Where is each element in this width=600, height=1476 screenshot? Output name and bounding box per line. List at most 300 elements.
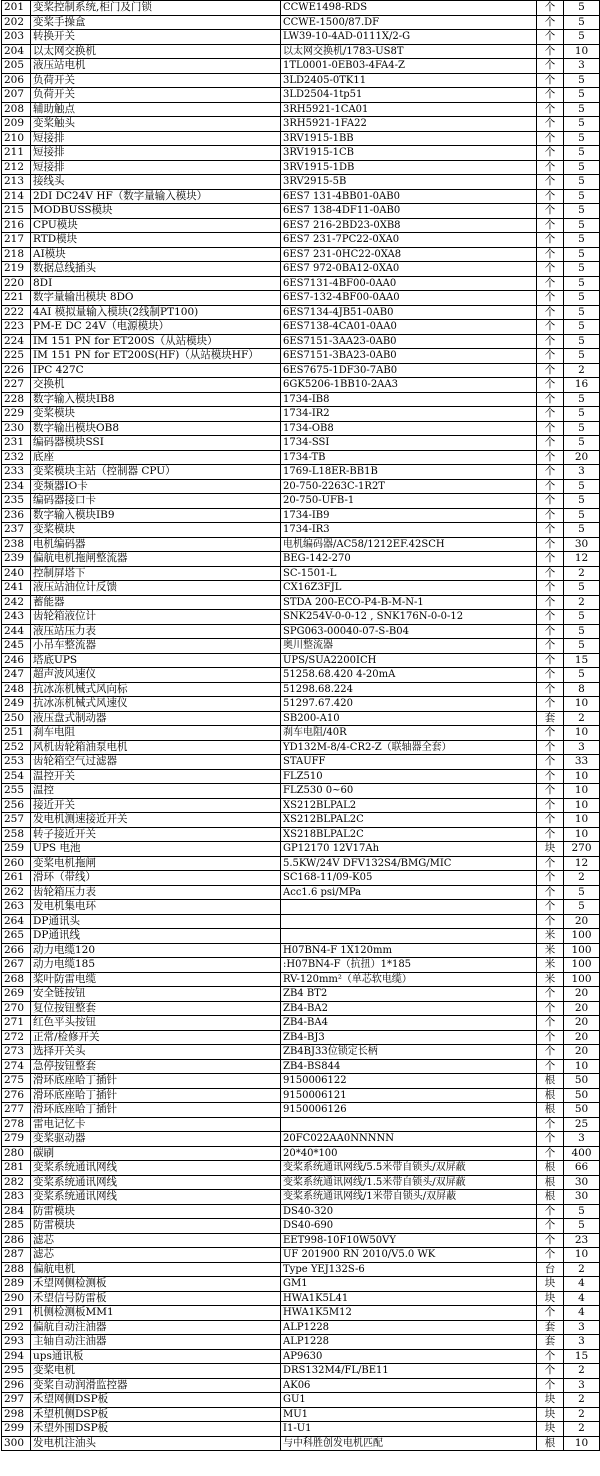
row-number: 215: [2, 204, 31, 219]
item-model: 6ES7-132-4BF00-0AA0: [281, 291, 537, 306]
item-model: RV-120mm²（单芯软电缆）: [281, 972, 537, 987]
item-name: 偏航电机: [31, 1262, 281, 1277]
item-unit: 根: [537, 1190, 564, 1205]
table-row: [2, 523, 600, 538]
item-model: 1734-IB8: [281, 392, 537, 407]
row-number: 274: [2, 1059, 31, 1074]
item-model: STAUFF: [281, 755, 537, 770]
item-unit: 个: [537, 1045, 564, 1060]
table-row: [2, 697, 600, 712]
item-name: IM 151 PN for ET200S(HF)（从站模块HF）: [31, 349, 281, 364]
table-row: [2, 755, 600, 770]
item-model: ZB4-BA4: [281, 1016, 537, 1031]
table-row: [2, 1204, 600, 1219]
item-name: 负荷开关: [31, 73, 281, 88]
row-number: 257: [2, 813, 31, 828]
table-row: [2, 1074, 600, 1089]
table-row: [2, 798, 600, 813]
item-quantity: 5: [564, 15, 600, 30]
row-number: 283: [2, 1190, 31, 1205]
item-name: 抗冰冻机械式风速仪: [31, 697, 281, 712]
row-number: 275: [2, 1074, 31, 1089]
item-name: 滤芯: [31, 1248, 281, 1263]
item-unit: 个: [537, 1204, 564, 1219]
item-unit: 个: [537, 1349, 564, 1364]
item-quantity: 2: [564, 871, 600, 886]
item-model: 1734-OB8: [281, 421, 537, 436]
item-quantity: 10: [564, 798, 600, 813]
item-unit: 个: [537, 479, 564, 494]
item-model: 6ES7134-4JB51-0AB0: [281, 305, 537, 320]
item-unit: 个: [537, 755, 564, 770]
item-quantity: 2: [564, 363, 600, 378]
item-unit: 个: [537, 856, 564, 871]
item-name: 2DI DC24V HF（数字量输入模块）: [31, 189, 281, 204]
item-name: PM-E DC 24V（电源模块）: [31, 320, 281, 335]
item-unit: 个: [537, 15, 564, 30]
item-quantity: 5: [564, 1, 600, 16]
table-row: [2, 972, 600, 987]
item-quantity: 10: [564, 697, 600, 712]
item-model: LW39-10-4AD-0111X/2-G: [281, 30, 537, 45]
item-quantity: 20: [564, 450, 600, 465]
item-name: 变桨驱动器: [31, 1132, 281, 1147]
table-row: [2, 1175, 600, 1190]
item-unit: 个: [537, 682, 564, 697]
item-unit: 块: [537, 1422, 564, 1437]
item-quantity: 2: [564, 1422, 600, 1437]
item-quantity: 100: [564, 972, 600, 987]
item-name: 数字输入模块IB9: [31, 508, 281, 523]
item-model: FLZ510: [281, 769, 537, 784]
item-model: 3LD2504-1tp51: [281, 88, 537, 103]
item-unit: 个: [537, 1219, 564, 1234]
table-row: [2, 1088, 600, 1103]
item-unit: 个: [537, 465, 564, 480]
item-model: H07BN4-F 1X120mm: [281, 943, 537, 958]
table-row: [2, 871, 600, 886]
item-name: 交换机: [31, 378, 281, 393]
parts-table: [1, 0, 600, 1451]
item-name: 滑环底座哈丁插针: [31, 1088, 281, 1103]
item-model: GU1: [281, 1393, 537, 1408]
item-unit: 个: [537, 914, 564, 929]
table-row: [2, 247, 600, 262]
item-unit: 根: [537, 1088, 564, 1103]
table-row: [2, 1001, 600, 1016]
table-row: [2, 711, 600, 726]
item-model: Acc1.6 psi/MPa: [281, 885, 537, 900]
item-name: 编码器模块SSI: [31, 436, 281, 451]
item-model: GM1: [281, 1277, 537, 1292]
table-row: [2, 1407, 600, 1422]
item-unit: 根: [537, 1103, 564, 1118]
item-name: 发电机测速接近开关: [31, 813, 281, 828]
table-row: [2, 1132, 600, 1147]
item-unit: 套: [537, 1320, 564, 1335]
row-number: 238: [2, 537, 31, 552]
item-model: 1734-TB: [281, 450, 537, 465]
item-quantity: 270: [564, 842, 600, 857]
item-model: 9150006122: [281, 1074, 537, 1089]
item-model: XS212BLPAL2C: [281, 813, 537, 828]
table-row: [2, 1059, 600, 1074]
table-row: [2, 929, 600, 944]
item-unit: 个: [537, 131, 564, 146]
table-row: [2, 1103, 600, 1118]
item-quantity: 10: [564, 813, 600, 828]
table-row: [2, 827, 600, 842]
table-row: [2, 508, 600, 523]
item-model: CCWE-1500/87.DF: [281, 15, 537, 30]
item-unit: 个: [537, 1306, 564, 1321]
table-row: [2, 102, 600, 117]
table-row: [2, 624, 600, 639]
table-row: [2, 1335, 600, 1350]
table-row: [2, 639, 600, 654]
row-number: 279: [2, 1132, 31, 1147]
item-model: ZB4BJ33位锁定长柄: [281, 1045, 537, 1060]
row-number: 251: [2, 726, 31, 741]
item-model: CX16Z3FJL: [281, 581, 537, 596]
item-model: 3RH5921-1CA01: [281, 102, 537, 117]
item-model: BEG-142-270: [281, 552, 537, 567]
item-unit: 个: [537, 494, 564, 509]
item-name: 数字输入模块IB8: [31, 392, 281, 407]
item-quantity: 5: [564, 494, 600, 509]
item-unit: 个: [537, 392, 564, 407]
item-quantity: 5: [564, 146, 600, 161]
row-number: 243: [2, 610, 31, 625]
item-quantity: 5: [564, 610, 600, 625]
item-quantity: 5: [564, 349, 600, 364]
table-row: [2, 885, 600, 900]
item-quantity: 5: [564, 1204, 600, 1219]
item-unit: 米: [537, 972, 564, 987]
item-quantity: 2: [564, 1364, 600, 1379]
item-model: 20FC022AA0NNNNN: [281, 1132, 537, 1147]
item-name: 变桨系统通讯网线: [31, 1190, 281, 1205]
item-model: 51298.68.224: [281, 682, 537, 697]
item-name: 禾望网侧检测板: [31, 1277, 281, 1292]
row-number: 214: [2, 189, 31, 204]
row-number: 256: [2, 798, 31, 813]
item-name: 动力电缆185: [31, 958, 281, 973]
table-row: [2, 479, 600, 494]
item-model: AP9630: [281, 1349, 537, 1364]
item-model: FLZ530 0~60: [281, 784, 537, 799]
item-model: 3RV1915-1DB: [281, 160, 537, 175]
item-model: SB200-A10: [281, 711, 537, 726]
table-row: [2, 726, 600, 741]
item-name: 变桨系统通讯网线: [31, 1175, 281, 1190]
item-model: 3RV1915-1CB: [281, 146, 537, 161]
row-number: 292: [2, 1320, 31, 1335]
item-quantity: 5: [564, 900, 600, 915]
row-number: 204: [2, 44, 31, 59]
item-unit: 个: [537, 146, 564, 161]
item-quantity: 100: [564, 958, 600, 973]
table-row: [2, 1190, 600, 1205]
table-row: [2, 1306, 600, 1321]
item-quantity: 5: [564, 189, 600, 204]
table-row: [2, 349, 600, 364]
item-quantity: 5: [564, 392, 600, 407]
item-quantity: 5: [564, 73, 600, 88]
item-model: 20-750-2263C-1R2T: [281, 479, 537, 494]
row-number: 284: [2, 1204, 31, 1219]
item-quantity: 20: [564, 987, 600, 1002]
row-number: 221: [2, 291, 31, 306]
item-quantity: 5: [564, 523, 600, 538]
item-unit: 个: [537, 233, 564, 248]
item-quantity: 3: [564, 465, 600, 480]
item-quantity: 2: [564, 1407, 600, 1422]
row-number: 263: [2, 900, 31, 915]
item-name: 液压站油位计反馈: [31, 581, 281, 596]
item-model: :H07BN4-F（抗扭）1*185: [281, 958, 537, 973]
item-quantity: 20: [564, 914, 600, 929]
table-row: [2, 276, 600, 291]
item-unit: 个: [537, 363, 564, 378]
item-unit: 个: [537, 1030, 564, 1045]
item-name: 变桨手操盒: [31, 15, 281, 30]
item-model: 6ES7151-3AA23-0AB0: [281, 334, 537, 349]
item-quantity: 5: [564, 276, 600, 291]
row-number: 265: [2, 929, 31, 944]
row-number: 239: [2, 552, 31, 567]
row-number: 276: [2, 1088, 31, 1103]
item-quantity: 5: [564, 436, 600, 451]
row-number: 293: [2, 1335, 31, 1350]
item-unit: 个: [537, 1, 564, 16]
item-model: 6ES7151-3BA23-0AB0: [281, 349, 537, 364]
item-model: MU1: [281, 1407, 537, 1422]
table-row: [2, 581, 600, 596]
item-model: 3LD2405-0TK11: [281, 73, 537, 88]
item-name: 变桨模块: [31, 523, 281, 538]
item-model: 变桨系统通讯网线/1.5米带自锁头/双屏蔽: [281, 1175, 537, 1190]
item-unit: 个: [537, 117, 564, 132]
table-row: [2, 943, 600, 958]
item-quantity: 2: [564, 1393, 600, 1408]
item-unit: 个: [537, 987, 564, 1002]
item-model: STDA 200-ECO-P4-B-M-N-1: [281, 595, 537, 610]
item-unit: 块: [537, 842, 564, 857]
item-unit: 个: [537, 552, 564, 567]
item-name: CPU模块: [31, 218, 281, 233]
table-row: [2, 320, 600, 335]
item-name: 变桨电机: [31, 1364, 281, 1379]
item-model: 6ES7 216-2BD23-0XB8: [281, 218, 537, 233]
item-quantity: 5: [564, 204, 600, 219]
row-number: 277: [2, 1103, 31, 1118]
item-name: 齿轮箱压力表: [31, 885, 281, 900]
row-number: 300: [2, 1436, 31, 1451]
item-model: 6ES7131-4BF00-0AA0: [281, 276, 537, 291]
item-model: DRS132M4/FL/BE11: [281, 1364, 537, 1379]
item-name: MODBUSS模块: [31, 204, 281, 219]
item-unit: 个: [537, 450, 564, 465]
item-model: ALP1228: [281, 1335, 537, 1350]
row-number: 249: [2, 697, 31, 712]
item-name: IM 151 PN for ET200S（从站模块）: [31, 334, 281, 349]
item-unit: 个: [537, 1146, 564, 1161]
item-name: 发电机注油头: [31, 1436, 281, 1451]
item-name: 变桨触头: [31, 117, 281, 132]
row-number: 228: [2, 392, 31, 407]
item-quantity: 2: [564, 1262, 600, 1277]
table-row: [2, 291, 600, 306]
item-quantity: 5: [564, 885, 600, 900]
item-model: 1TL0001-0EB03-4FA4-Z: [281, 59, 537, 74]
item-unit: 个: [537, 378, 564, 393]
row-number: 220: [2, 276, 31, 291]
item-quantity: 10: [564, 1059, 600, 1074]
row-number: 210: [2, 131, 31, 146]
item-name: 变桨模块主站（控制器 CPU）: [31, 465, 281, 480]
row-number: 222: [2, 305, 31, 320]
item-quantity: 30: [564, 537, 600, 552]
item-model: 20*40*100: [281, 1146, 537, 1161]
table-row: [2, 1219, 600, 1234]
item-name: 风机齿轮箱油泵电机: [31, 740, 281, 755]
table-row: [2, 914, 600, 929]
item-name: AI模块: [31, 247, 281, 262]
item-name: 变桨控制系统,柜门及门锁: [31, 1, 281, 16]
row-number: 296: [2, 1378, 31, 1393]
item-name: 数据总线插头: [31, 262, 281, 277]
table-row: [2, 363, 600, 378]
item-quantity: 50: [564, 1088, 600, 1103]
item-name: 8DI: [31, 276, 281, 291]
row-number: 264: [2, 914, 31, 929]
item-unit: 个: [537, 537, 564, 552]
table-row: [2, 900, 600, 915]
item-quantity: 33: [564, 755, 600, 770]
item-quantity: 5: [564, 624, 600, 639]
row-number: 268: [2, 972, 31, 987]
table-row: [2, 1233, 600, 1248]
item-quantity: 2: [564, 711, 600, 726]
item-quantity: 3: [564, 740, 600, 755]
item-model: DS40-690: [281, 1219, 537, 1234]
item-unit: 个: [537, 320, 564, 335]
row-number: 291: [2, 1306, 31, 1321]
item-name: 禾望信号防雷板: [31, 1291, 281, 1306]
row-number: 255: [2, 784, 31, 799]
item-model: I1-U1: [281, 1422, 537, 1437]
item-name: 滑环底座哈丁插针: [31, 1074, 281, 1089]
item-model: 变桨系统通讯网线/1米带自锁头/双屏蔽: [281, 1190, 537, 1205]
row-number: 229: [2, 407, 31, 422]
item-unit: 个: [537, 900, 564, 915]
row-number: 241: [2, 581, 31, 596]
table-row: [2, 189, 600, 204]
item-model: UPS/SUA2200ICH: [281, 653, 537, 668]
item-unit: 个: [537, 653, 564, 668]
table-row: [2, 407, 600, 422]
item-unit: 个: [537, 798, 564, 813]
item-name: 控制屏塔下: [31, 566, 281, 581]
item-unit: 个: [537, 595, 564, 610]
item-quantity: 8: [564, 682, 600, 697]
table-row: [2, 160, 600, 175]
item-name: 短接排: [31, 131, 281, 146]
row-number: 244: [2, 624, 31, 639]
item-unit: 个: [537, 407, 564, 422]
item-unit: 个: [537, 30, 564, 45]
item-name: 发电机集电环: [31, 900, 281, 915]
item-unit: 个: [537, 276, 564, 291]
item-unit: 个: [537, 581, 564, 596]
row-number: 213: [2, 175, 31, 190]
item-quantity: 12: [564, 552, 600, 567]
row-number: 216: [2, 218, 31, 233]
item-model: 6ES7675-1DF30-7AB0: [281, 363, 537, 378]
item-model: SNK254V-0-0-12 , SNK176N-0-0-12: [281, 610, 537, 625]
item-unit: 根: [537, 1161, 564, 1176]
item-model: UF 201900 RN 2010/V5.0 WK: [281, 1248, 537, 1263]
item-quantity: 20: [564, 1001, 600, 1016]
item-model: [281, 1117, 537, 1132]
item-model: 1734-IR2: [281, 407, 537, 422]
item-quantity: 10: [564, 726, 600, 741]
item-model: 6ES7 138-4DF11-0AB0: [281, 204, 537, 219]
item-name: 温控开关: [31, 769, 281, 784]
table-row: [2, 1277, 600, 1292]
item-quantity: 5: [564, 160, 600, 175]
row-number: 207: [2, 88, 31, 103]
row-number: 205: [2, 59, 31, 74]
row-number: 272: [2, 1030, 31, 1045]
item-unit: 个: [537, 1233, 564, 1248]
item-name: 变频器IO卡: [31, 479, 281, 494]
row-number: 208: [2, 102, 31, 117]
row-number: 289: [2, 1277, 31, 1292]
item-model: Type YEJ132S-6: [281, 1262, 537, 1277]
item-model: 3RH5921-1FA22: [281, 117, 537, 132]
row-number: 235: [2, 494, 31, 509]
row-number: 203: [2, 30, 31, 45]
row-number: 262: [2, 885, 31, 900]
table-row: [2, 175, 600, 190]
item-unit: 个: [537, 1364, 564, 1379]
item-name: 负荷开关: [31, 88, 281, 103]
item-name: 数字量输出模块 8DO: [31, 291, 281, 306]
item-name: 转子接近开关: [31, 827, 281, 842]
item-model: 9150006126: [281, 1103, 537, 1118]
table-row: [2, 1161, 600, 1176]
item-name: DP通讯线: [31, 929, 281, 944]
item-name: 禾望机侧DSP板: [31, 1407, 281, 1422]
table-row: [2, 1030, 600, 1045]
item-quantity: 15: [564, 1349, 600, 1364]
table-row: [2, 769, 600, 784]
row-number: 242: [2, 595, 31, 610]
item-unit: 个: [537, 421, 564, 436]
item-unit: 个: [537, 1117, 564, 1132]
item-model: 6ES7138-4CA01-0AA0: [281, 320, 537, 335]
item-model: 1734-IB9: [281, 508, 537, 523]
item-quantity: 50: [564, 1074, 600, 1089]
item-model: 6ES7 972-0BA12-0XA0: [281, 262, 537, 277]
item-name: 急停按钮整套: [31, 1059, 281, 1074]
item-model: ALP1228: [281, 1320, 537, 1335]
item-unit: 个: [537, 73, 564, 88]
table-row: [2, 552, 600, 567]
item-model: AK06: [281, 1378, 537, 1393]
